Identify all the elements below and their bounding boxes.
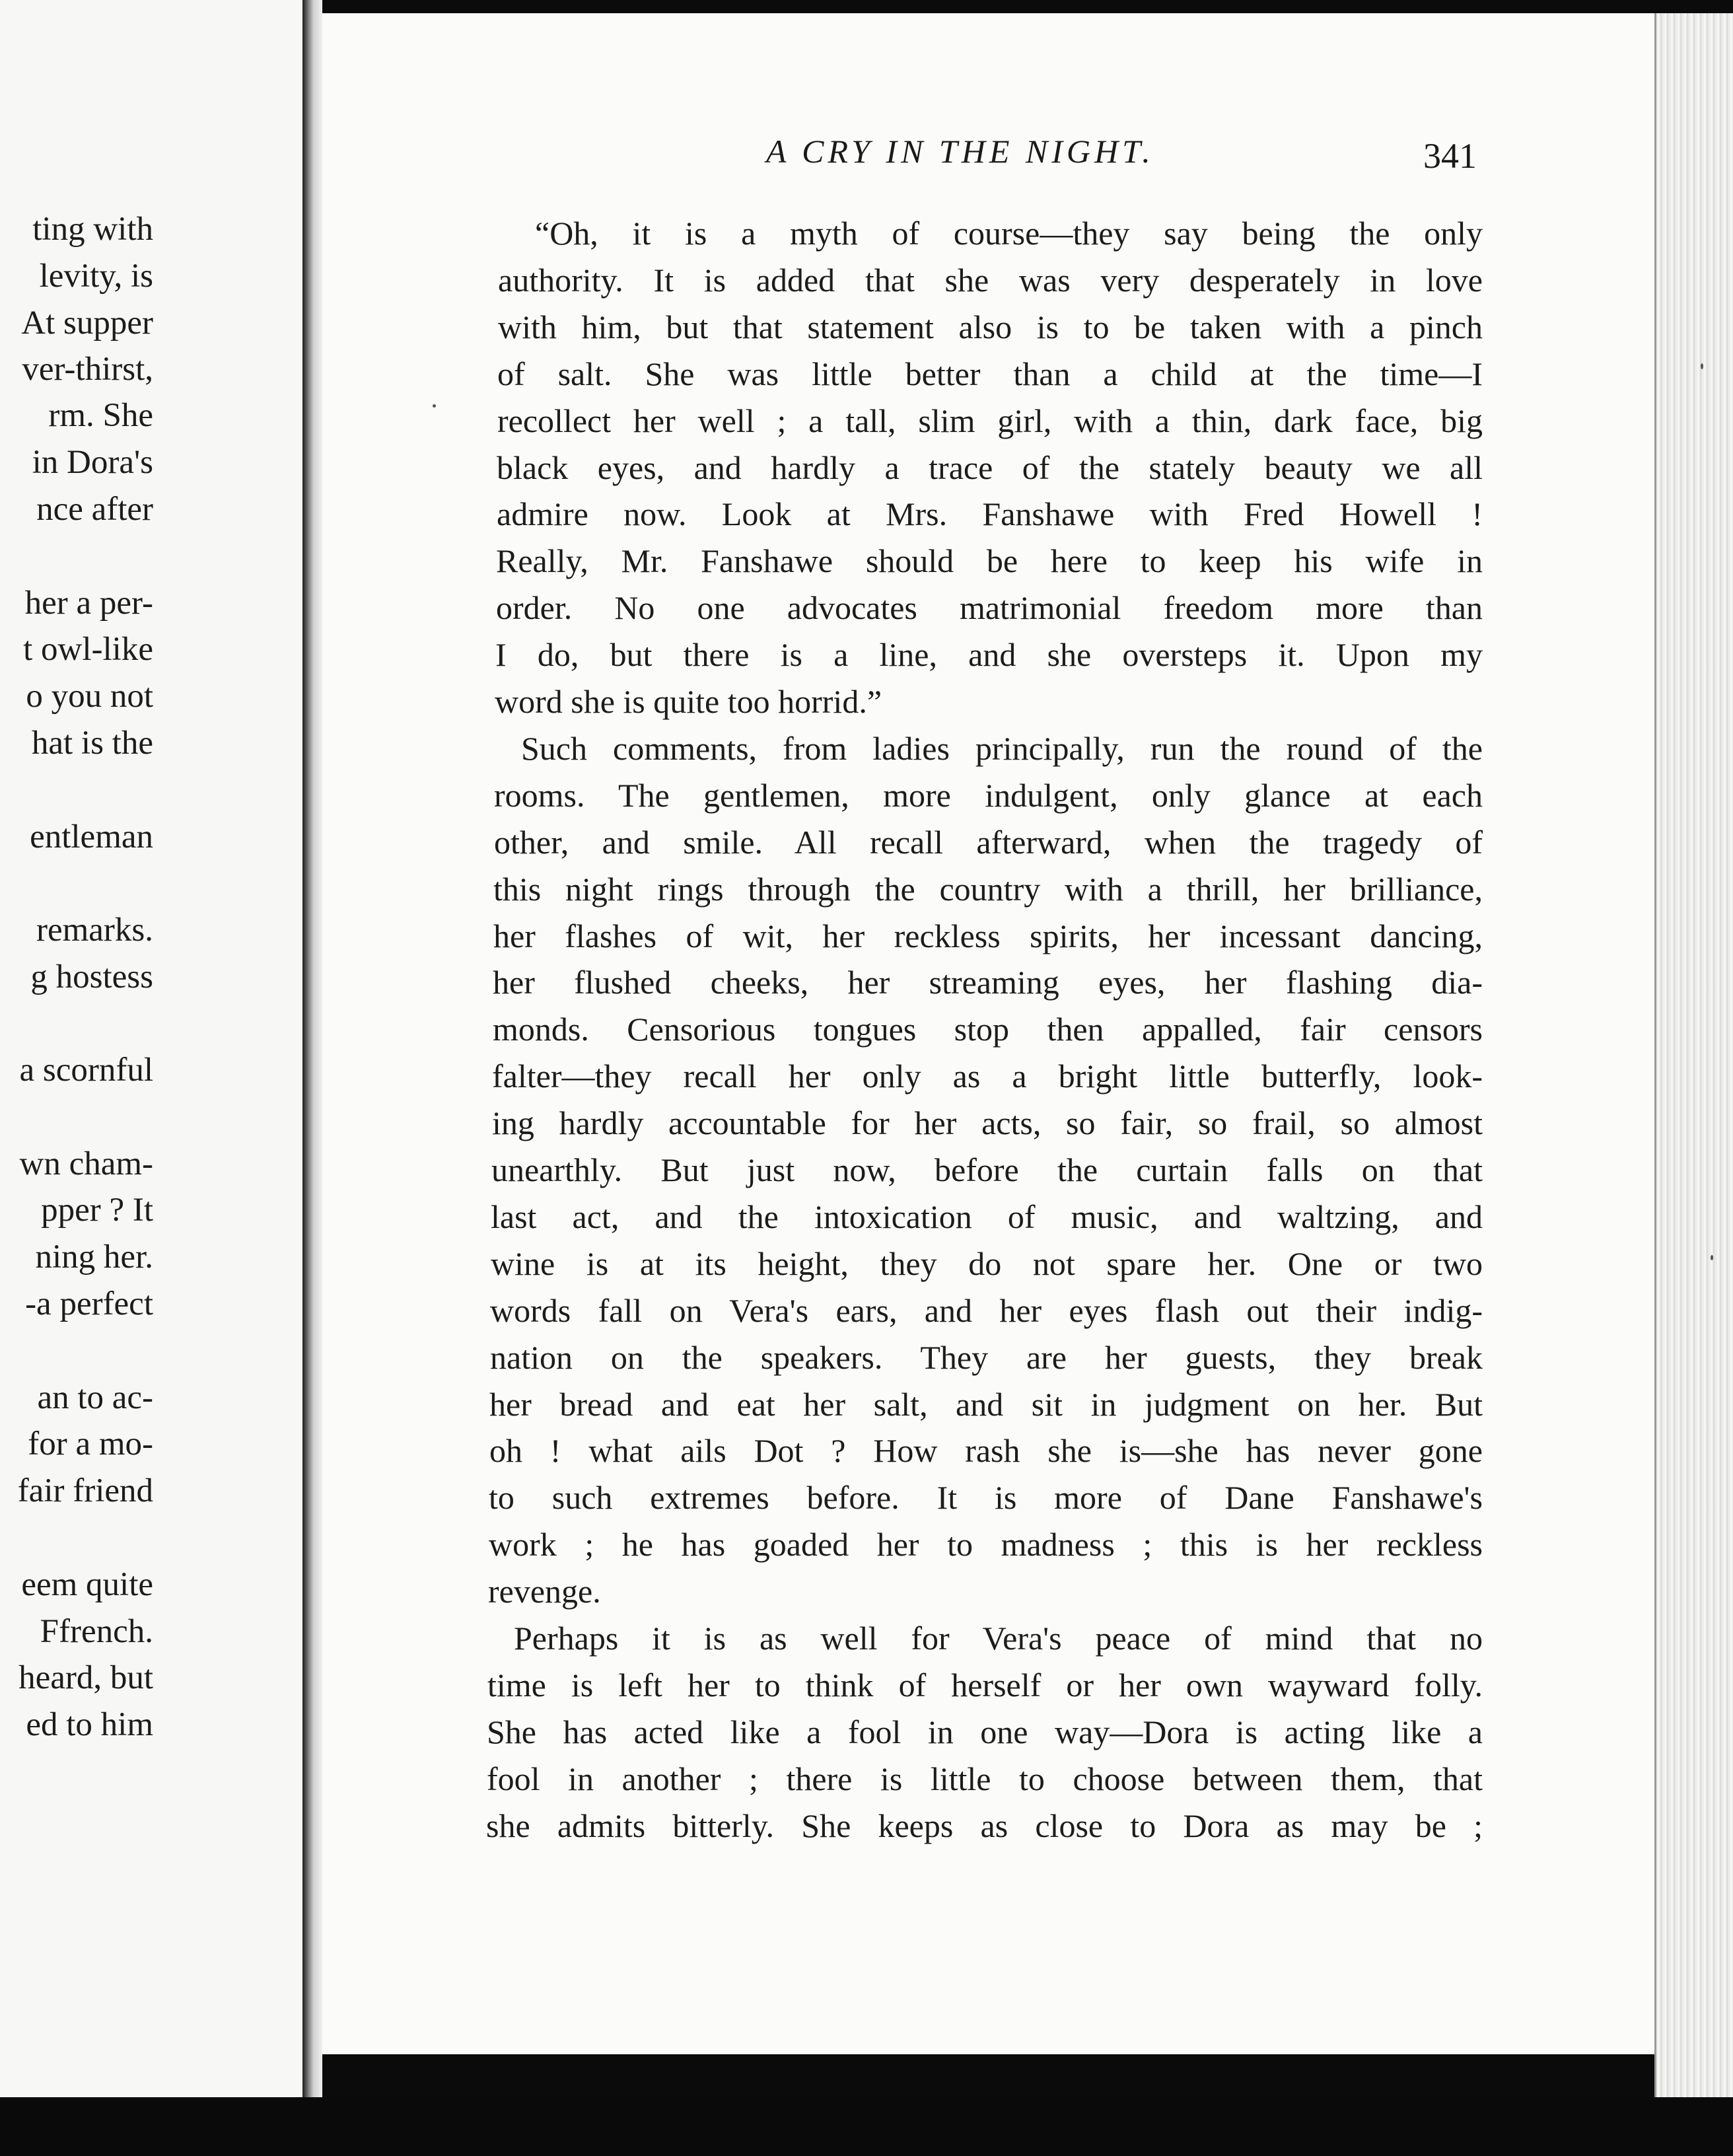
text-line: admire now. Look at Mrs. Fanshawe with Fred Howell ! <box>497 495 1483 532</box>
left-page-line: ting with <box>32 211 153 248</box>
text-line: I do, but there is a line, and she oversteps it. Upon my <box>495 636 1483 673</box>
text-line: her flashes of wit, her reckless spirits, her incessant dancing, <box>493 917 1483 954</box>
text-line: words fall on Vera's ears, and her eyes flash out their indig- <box>490 1292 1483 1329</box>
text-line: Really, Mr. Fanshawe should be here to keep his wife in <box>496 542 1483 579</box>
text-line: Perhaps it is as well for Vera's peace of mind that no <box>514 1620 1483 1657</box>
text-line: fool in another ; there is little to choose between them, that <box>487 1760 1483 1797</box>
text-line: word she is quite too horrid.” <box>495 683 882 720</box>
left-page-line: g hostess <box>30 958 153 995</box>
left-page-line: hat is the <box>31 725 153 762</box>
text-line: black eyes, and hardly a trace of the stately beauty we all <box>497 449 1483 486</box>
text-line: falter—they recall her only as a bright little butterfly, look- <box>492 1058 1483 1095</box>
text-line: authority. It is added that she was very desperately in love <box>498 262 1483 299</box>
text-line: her flushed cheeks, her streaming eyes, her flashing dia- <box>493 964 1483 1001</box>
text-line: her bread and eat her salt, and sit in judgment on her. But <box>489 1386 1483 1423</box>
left-page-line: Ffrench. <box>40 1613 153 1650</box>
left-page-line: ver-thirst, <box>22 351 153 388</box>
left-page-line: levity, is <box>39 258 153 295</box>
text-line: other, and smile. All recall afterward, when the tragedy of <box>494 824 1483 861</box>
text-line: Such comments, from ladies principally, run the round of the <box>521 730 1483 767</box>
text-line: oh ! what ails Dot ? How rash she is—she has never gone <box>489 1432 1483 1469</box>
left-page-line: her a per- <box>24 585 153 622</box>
text-line: recollect her well ; a tall, slim girl, with a thin, dark face, big <box>497 402 1483 439</box>
text-line: monds. Censorious tongues stop then appalled, fair censors <box>493 1011 1483 1048</box>
left-page-line: an to ac- <box>37 1379 153 1416</box>
book-gutter <box>302 0 322 2110</box>
left-page-line: pper ? It <box>41 1192 153 1229</box>
text-line: to such extremes before. It is more of Dane Fanshawe's <box>489 1479 1483 1516</box>
left-page-line: o you not <box>26 678 153 715</box>
left-page-line: entleman <box>30 818 153 855</box>
text-line: She has acted like a fool in one way—Dora is acting like a <box>487 1713 1483 1750</box>
left-page-line: fair friend <box>17 1472 153 1509</box>
text-line: she admits bitterly. She keeps as close to Dora as may be ; <box>486 1807 1483 1844</box>
left-page-line: eem quite <box>21 1566 153 1603</box>
scan-speck <box>433 404 436 408</box>
text-line: work ; he has goaded her to madness ; this is her reckless <box>489 1526 1483 1563</box>
left-page-line: a scornful <box>19 1052 153 1089</box>
text-line: time is left her to think of herself or her own wayward folly. <box>487 1667 1483 1704</box>
text-line: order. No one advocates matrimonial freedom more than <box>496 589 1483 626</box>
left-page-line: rm. She <box>48 397 153 434</box>
left-page <box>0 0 302 2097</box>
scan-speck <box>1701 363 1703 369</box>
text-line: unearthly. But just now, before the curtain falls on that <box>491 1151 1483 1188</box>
scan-border <box>0 2097 1733 2156</box>
page-number: 341 <box>1423 136 1477 176</box>
running-head: A CRY IN THE NIGHT. <box>766 133 1154 170</box>
left-page-line: t owl-like <box>23 631 153 668</box>
left-page-line: At supper <box>21 305 153 341</box>
left-page-line: wn cham- <box>19 1145 153 1182</box>
text-line: with him, but that statement also is to be taken with a pinch <box>498 308 1483 345</box>
left-page-line: nce after <box>36 491 153 528</box>
text-line: of salt. She was little better than a child at the time—I <box>497 355 1483 392</box>
text-line: “Oh, it is a myth of course—they say being the only <box>535 215 1483 252</box>
left-page-line: ning her. <box>35 1239 153 1276</box>
text-line: revenge. <box>488 1573 601 1610</box>
text-line: rooms. The gentlemen, more indulgent, only glance at each <box>494 777 1483 814</box>
text-line: this night rings through the country with a thrill, her brilliance, <box>493 871 1483 908</box>
text-line: nation on the speakers. They are her guests, they break <box>490 1339 1483 1376</box>
scan-speck <box>1711 1255 1713 1260</box>
text-line: wine is at its height, they do not spare her. One or two <box>491 1245 1483 1282</box>
left-page-line: in Dora's <box>32 444 153 481</box>
left-page-line: remarks. <box>36 912 153 949</box>
left-page-line: -a perfect <box>25 1285 153 1322</box>
left-page-line: ed to him <box>26 1706 153 1743</box>
page-edges <box>1654 13 1733 2107</box>
text-line: ing hardly accountable for her acts, so fair, so frail, so almost <box>492 1104 1483 1141</box>
left-page-line: heard, but <box>18 1659 153 1696</box>
text-line: last act, and the intoxication of music, and waltzing, and <box>491 1198 1483 1235</box>
left-page-line: for a mo- <box>28 1425 153 1462</box>
